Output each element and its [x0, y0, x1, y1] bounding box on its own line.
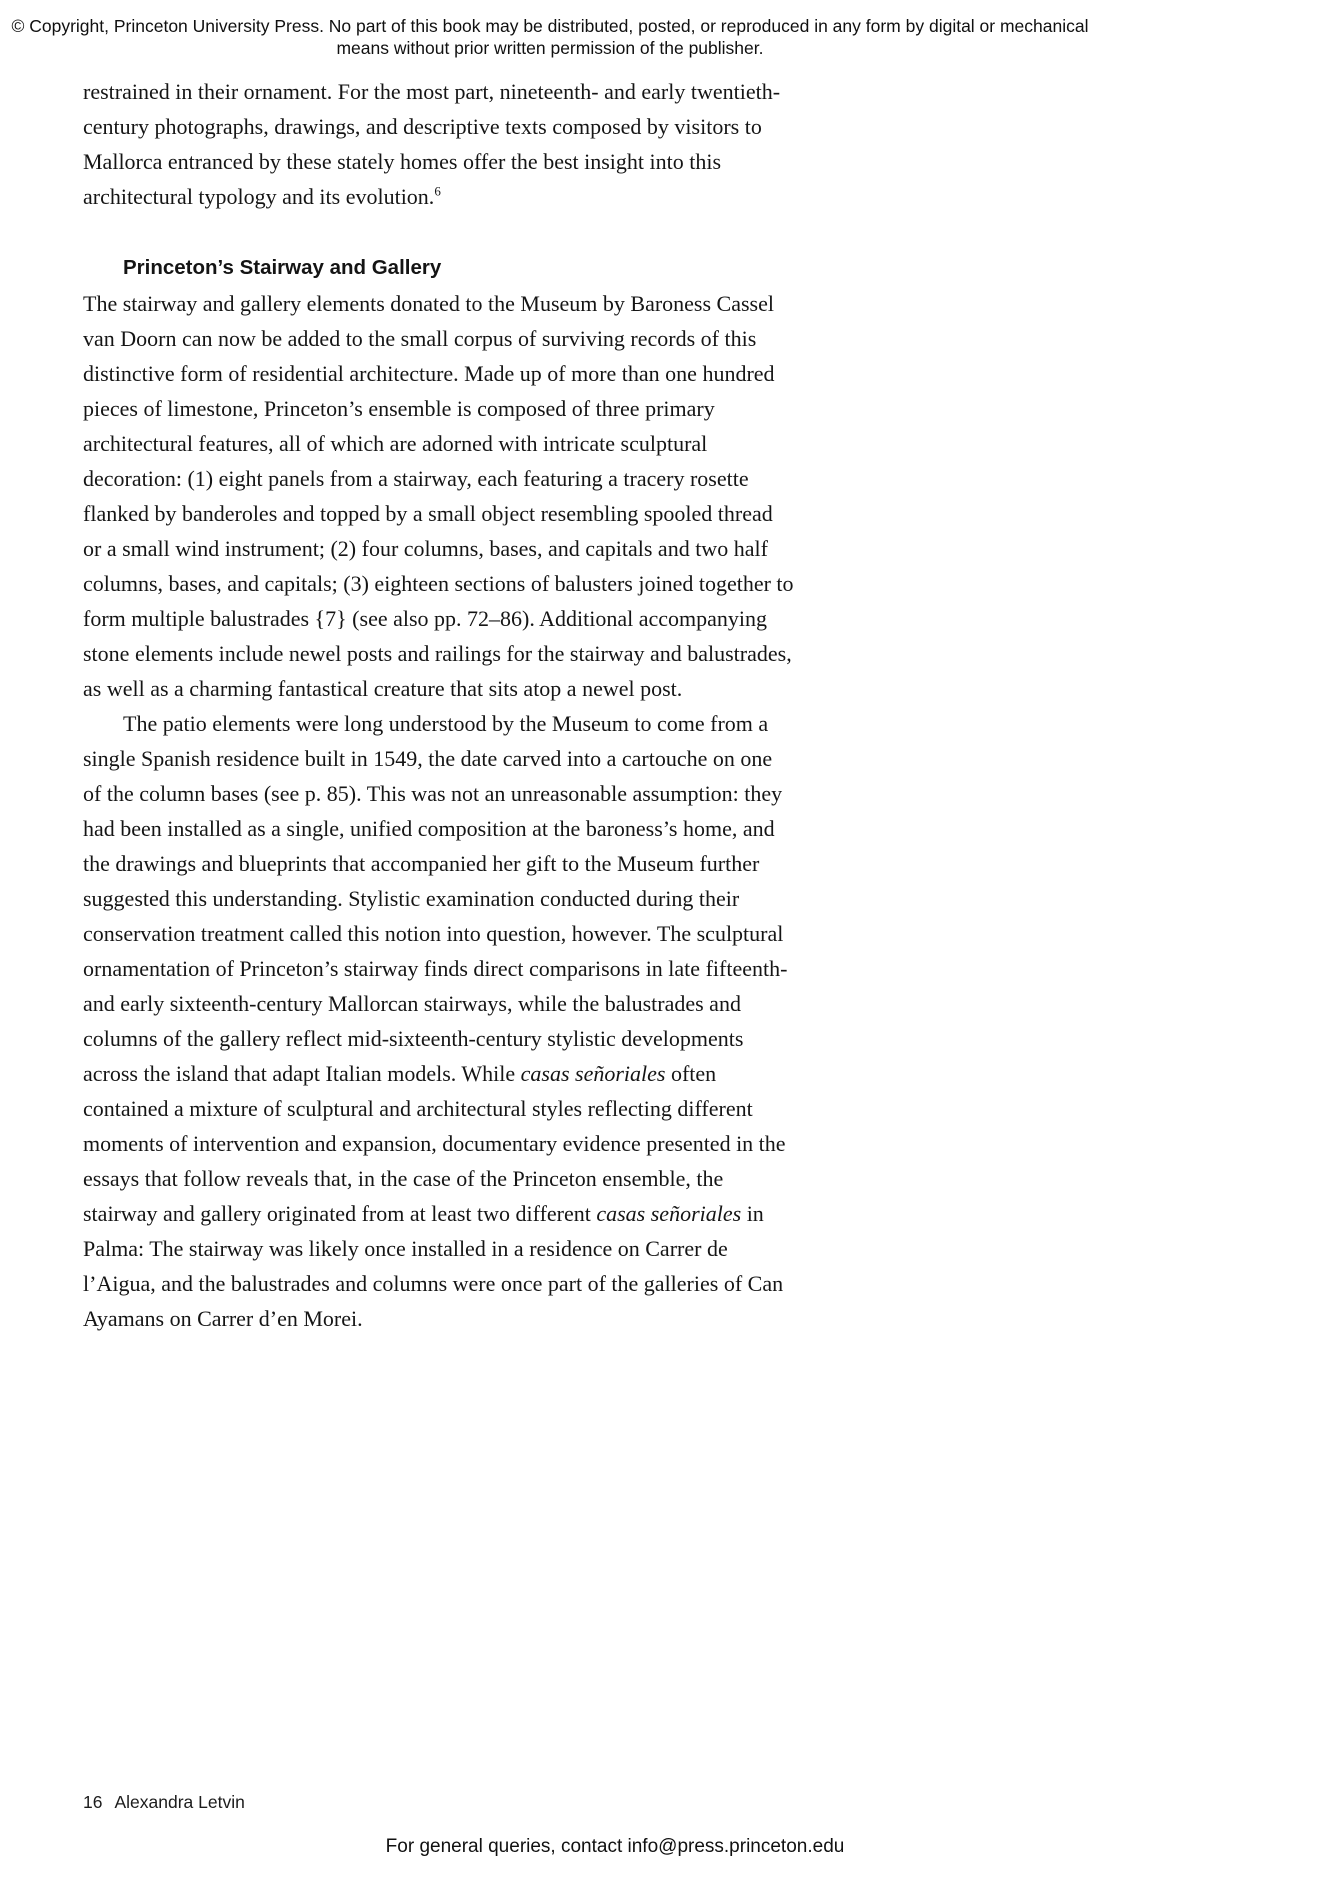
paragraph-2-segment: The patio elements were long understood by the Museum to come from a single Spanish residence built in 1549, the date carved into a cartouche on one of the column bases (see p. 85). This was not an unreasonable assumption: they had been installed as a single, unified composition at the baroness’s home, and the drawings and blueprints that accompanied her gift to the Museum further suggested this understanding. Stylistic examination conducted during their conservation treatment called this notion into question, however. The sculptural ornamentation of Princeton’s stairway finds direct comparisons in late fifteenth- and early sixteenth-century Mallorcan stairways, while the balustrades and columns of the gallery reflect mid-sixteenth-century stylistic developments across the island that adapt Italian models. While	[83, 711, 788, 1086]
paragraph-2-segment: often contained a mixture of sculptural and architectural styles reflecting different moments of intervention and expansion, documentary evidence presented in the essays that follow reveals that, in the case of the Princeton ensemble, the stairway and gallery originated from at least two different	[83, 1061, 786, 1226]
author-name: Alexandra Letvin	[114, 1792, 245, 1812]
footnote-ref-6: 6	[434, 183, 441, 199]
paragraph-intro	[83, 74, 795, 214]
page-number: 16	[83, 1792, 103, 1812]
paragraph-1: The stairway and gallery elements donated to the Museum by Baroness Cassel van Doorn can now be added to the small corpus of surviving records of this distinctive form of residential architecture. Made up of more than one hundred pieces of limestone, Princeton’s ensemble is composed of three primary architectural features, all of which are adorned with intricate sculptural decoration: (1) eight panels from a stairway, each featuring a tracery rosette flanked by banderoles and topped by a small object resembling spooled thread or a small wind instrument; (2) four columns, bases, and capitals and two half columns, bases, and capitals; (3) eighteen sections of balusters joined together to form multiple balustrades {7} (see also pp. 72–86). Additional accompanying stone elements include newel posts and railings for the stairway and balustrades, as well as a charming fantastical creature that sits atop a newel post.	[83, 291, 794, 701]
italic-phrase-casas-senoriales: casas señoriales	[520, 1061, 666, 1086]
contact-line: For general queries, contact info@press.princeton.edu	[385, 1836, 845, 1857]
paragraph-intro-text: restrained in their ornament. For the most part, nineteenth- and early twentieth-century photographs, drawings, and descriptive texts composed by visitors to Mallorca entranced by these stately homes offer the best insight into this architectural typology and its evolution.	[83, 79, 781, 209]
section-heading: Princeton’s Stairway and Gallery	[123, 256, 442, 279]
italic-phrase-casas-senoriales: casas señoriales	[596, 1201, 742, 1226]
running-footer	[83, 1792, 245, 1813]
paragraph-2-segment: in Palma: The stairway was likely once installed in a residence on Carrer de l’Aigua, and the balustrades and columns were once part of the galleries of Can Ayamans on Carrer d’en Morei.	[83, 1201, 784, 1331]
copyright-notice: © Copyright, Princeton University Press. No part of this book may be distributed, posted, or reproduced in any form by digital or mechanical means without prior written permission of the publisher.	[11, 16, 1089, 58]
page-body-text	[83, 74, 795, 1336]
paragraph-2	[83, 706, 795, 1336]
